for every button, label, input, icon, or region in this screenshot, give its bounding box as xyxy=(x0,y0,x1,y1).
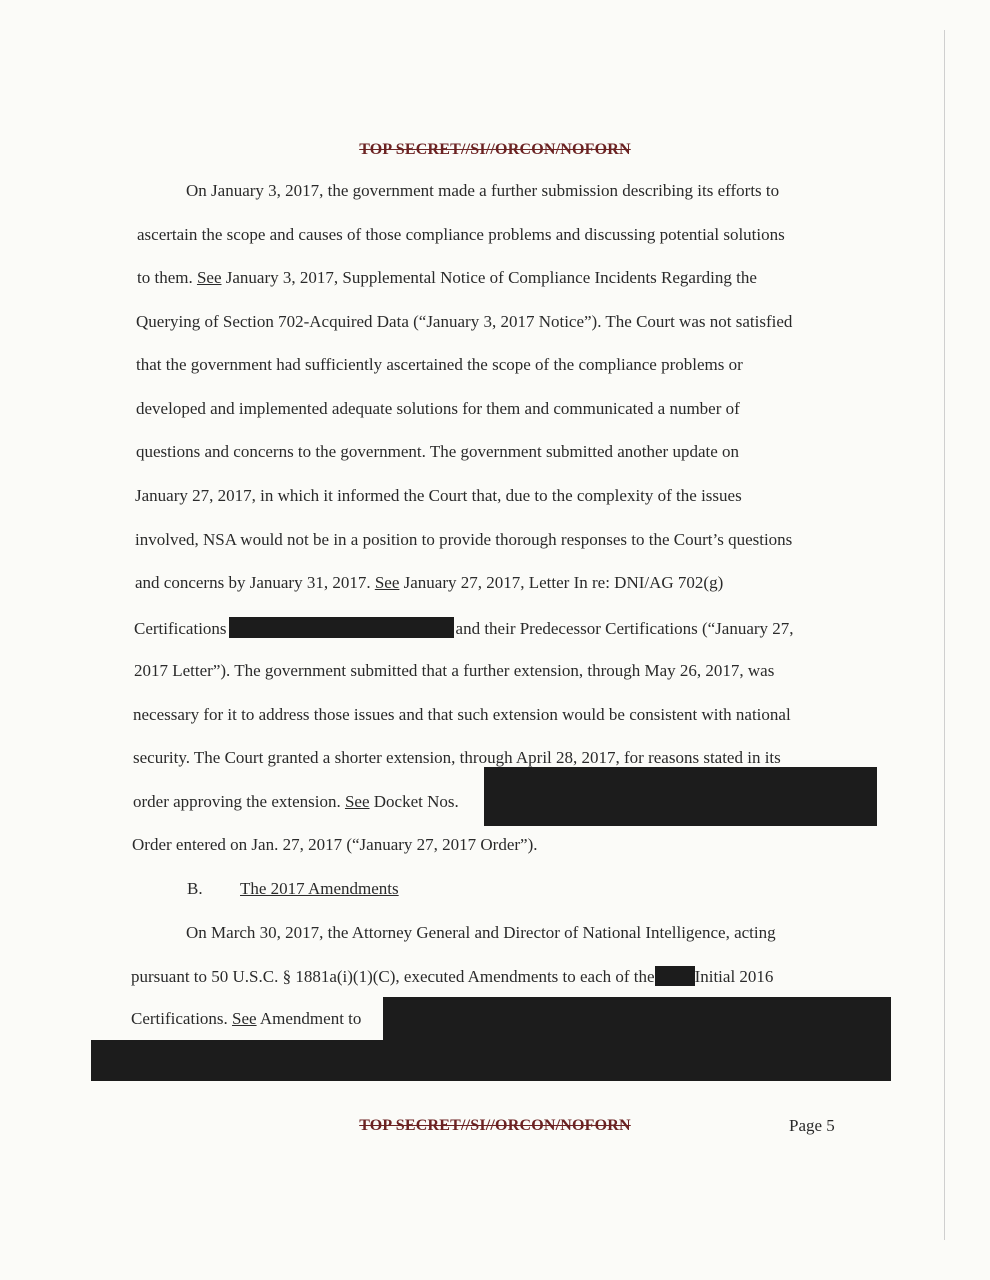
text-span: order approving the extension. xyxy=(133,792,345,811)
text-span: pursuant to 50 U.S.C. § 1881a(i)(1)(C), executed Amendments to each of the xyxy=(131,967,655,986)
section-title: The 2017 Amendments xyxy=(240,879,399,898)
text-span: Amendment to xyxy=(256,1009,362,1028)
text-line: questions and concerns to the government. The government submitted another update on xyxy=(136,442,740,461)
text-line: Querying of Section 702-Acquired Data (“January 3, 2017 Notice”). The Court was not satisfied xyxy=(136,312,793,331)
header-classification: TOP SECRET//SI//ORCON/NOFORN xyxy=(359,141,631,158)
redaction-block xyxy=(383,997,891,1041)
text-line: developed and implemented adequate solutions for them and communicated a number of xyxy=(136,399,740,418)
text-span: Certifications xyxy=(134,619,227,638)
text-span: Initial 2016 xyxy=(694,967,774,986)
text-line xyxy=(135,573,723,593)
see-citation: See xyxy=(344,792,370,811)
see-citation: See xyxy=(196,268,222,287)
text-line: January 27, 2017, in which it informed the Court that, due to the complexity of the issues xyxy=(135,486,742,505)
text-line xyxy=(133,792,459,812)
text-span: and their Predecessor Certifications (“January 27, xyxy=(455,619,794,638)
text-line: that the government had sufficiently ascertained the scope of the compliance problems or xyxy=(136,355,743,374)
text-span: January 27, 2017, Letter In re: DNI/AG 702(g) xyxy=(399,573,724,592)
text-line: involved, NSA would not be in a position to provide thorough responses to the Court’s questions xyxy=(135,530,793,549)
text-span: Certifications. xyxy=(131,1009,233,1028)
text-line: On January 3, 2017, the government made a further submission describing its efforts to xyxy=(186,181,780,200)
text-line xyxy=(134,617,794,639)
text-span: January 3, 2017, Supplemental Notice of Compliance Incidents Regarding the xyxy=(221,268,757,287)
see-citation: See xyxy=(374,573,400,592)
redaction-block xyxy=(655,966,695,986)
text-line: 2017 Letter”). The government submitted that a further extension, through May 26, 2017, was xyxy=(134,661,775,680)
page-number: Page 5 xyxy=(789,1116,835,1135)
text-line: security. The Court granted a shorter extension, through April 28, 2017, for reasons stated in its xyxy=(133,748,781,767)
footer-classification: TOP SECRET//SI//ORCON/NOFORN xyxy=(359,1117,631,1134)
redaction-block xyxy=(91,1040,891,1081)
text-line xyxy=(131,1009,361,1029)
see-citation: See xyxy=(232,1009,257,1028)
text-line xyxy=(131,966,773,987)
text-line: On March 30, 2017, the Attorney General and Director of National Intelligence, acting xyxy=(186,923,776,942)
text-line xyxy=(137,268,757,288)
section-letter: B. xyxy=(187,879,203,898)
redaction-block xyxy=(229,617,454,638)
text-line: Order entered on Jan. 27, 2017 (“January 27, 2017 Order”). xyxy=(132,835,538,854)
redaction-block xyxy=(484,767,877,826)
text-span: Docket Nos. xyxy=(369,792,459,811)
text-span: and concerns by January 31, 2017. xyxy=(135,573,375,592)
text-span: to them. xyxy=(137,268,197,287)
text-line: ascertain the scope and causes of those compliance problems and discussing potential solutions xyxy=(137,225,785,244)
page-edge-line xyxy=(944,30,945,1240)
text-line: necessary for it to address those issues and that such extension would be consistent with national xyxy=(133,705,791,724)
